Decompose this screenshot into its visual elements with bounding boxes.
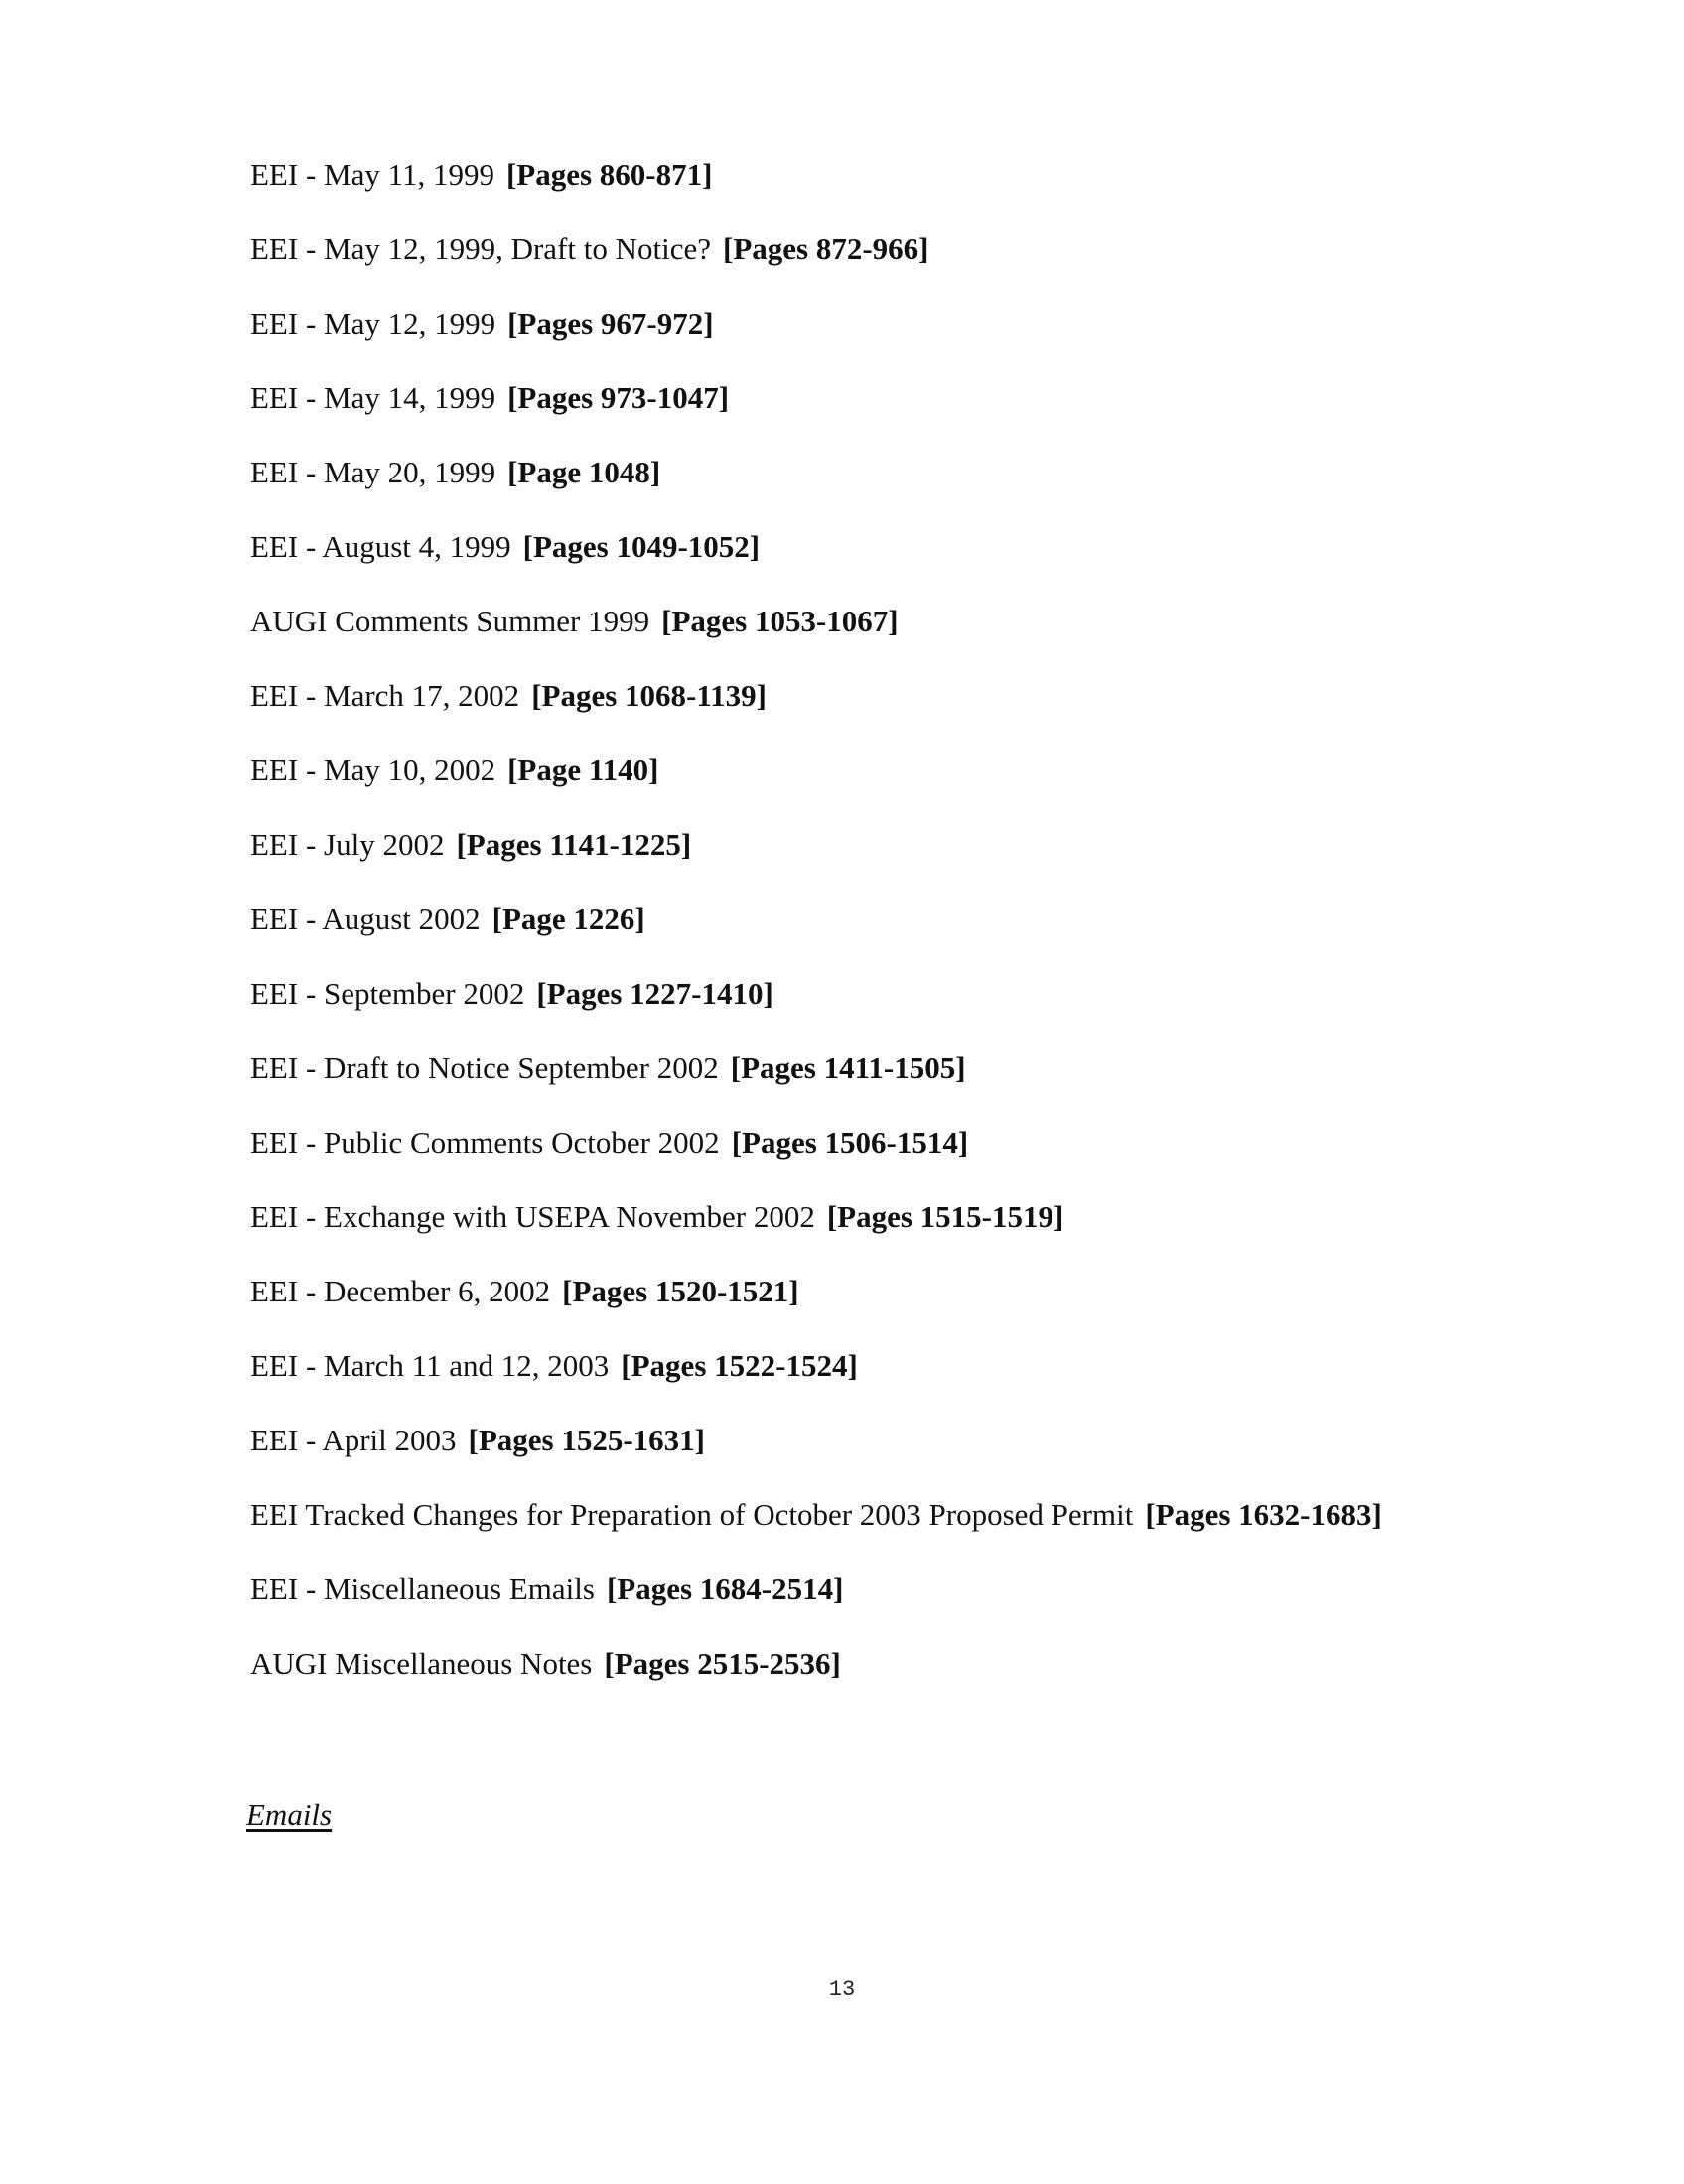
entry-label: EEI - May 11, 1999 [250,157,494,192]
entry-pages: [Pages 1520-1521] [562,1274,799,1308]
list-item [250,752,1442,788]
entry-pages: [Page 1226] [491,901,645,936]
list-item [250,1646,1442,1682]
entry-label: AUGI Comments Summer 1999 [250,604,650,638]
list-item [250,1050,1442,1086]
entry-pages: [Pages 1141-1225] [456,827,692,862]
list-item [250,901,1442,937]
entry-pages: [Pages 1684-2514] [606,1571,844,1606]
list-item [250,455,1442,490]
entry-label: EEI - March 17, 2002 [250,678,520,713]
entry-label: EEI - May 14, 1999 [250,380,496,415]
entry-pages: [Pages 860-871] [505,157,713,192]
list-item [250,1571,1442,1607]
entry-label: EEI - Exchange with USEPA November 2002 [250,1199,815,1234]
entry-pages: [Pages 1068-1139] [531,678,767,713]
entry-pages: [Pages 1632-1683] [1145,1497,1382,1532]
entry-pages: [Pages 1506-1514] [731,1125,969,1160]
entry-pages: [Pages 1515-1519] [826,1199,1064,1234]
entry-label: EEI - Public Comments October 2002 [250,1125,720,1160]
entry-pages: [Pages 2515-2536] [604,1646,841,1681]
list-item [250,231,1442,267]
entry-label: EEI - May 12, 1999 [250,306,496,341]
entry-label: EEI - Draft to Notice September 2002 [250,1050,719,1085]
entry-pages: [Page 1140] [507,752,659,787]
list-item [250,380,1442,416]
list-item [250,1125,1442,1160]
list-item [250,1348,1442,1384]
section-heading: Emails [246,1797,333,1832]
list-item [250,157,1442,193]
entry-label: EEI - March 11 and 12, 2003 [250,1348,610,1383]
entry-label: EEI - May 20, 1999 [250,455,496,489]
entry-label: EEI - Miscellaneous Emails [250,1571,595,1606]
page-number: 13 [828,1978,856,2002]
entry-label: EEI - December 6, 2002 [250,1274,551,1308]
list-item [250,678,1442,714]
list-item [250,827,1442,863]
document-list [250,157,1442,1720]
list-item [250,604,1442,639]
entry-pages: [Pages 1049-1052] [522,529,761,564]
entry-label: EEI Tracked Changes for Preparation of October 2003 Proposed Permit [250,1497,1134,1532]
list-item [250,1423,1442,1458]
entry-label: EEI - April 2003 [250,1423,457,1457]
list-item [250,1274,1442,1309]
entry-pages: [Pages 872-966] [723,231,929,266]
entry-label: EEI - August 4, 1999 [250,529,511,564]
entry-pages: [Pages 1522-1524] [621,1348,858,1383]
list-item [250,1199,1442,1235]
list-item [250,1497,1392,1533]
entry-label: EEI - July 2002 [250,827,445,862]
entry-pages: [Page 1048] [507,455,661,489]
entry-label: EEI - May 10, 2002 [250,752,496,787]
entry-pages: [Pages 1411-1505] [730,1050,966,1085]
list-item [250,306,1442,341]
entry-pages: [Pages 973-1047] [507,380,730,415]
entry-label: EEI - May 12, 1999, Draft to Notice? [250,231,712,266]
entry-label: EEI - September 2002 [250,976,525,1011]
list-item [250,976,1442,1012]
entry-pages: [Pages 967-972] [507,306,714,341]
entry-label: EEI - August 2002 [250,901,481,936]
entry-pages: [Pages 1525-1631] [468,1423,705,1457]
list-item [250,529,1442,565]
entry-pages: [Pages 1053-1067] [661,604,899,638]
entry-pages: [Pages 1227-1410] [536,976,773,1011]
entry-label: AUGI Miscellaneous Notes [250,1646,593,1681]
